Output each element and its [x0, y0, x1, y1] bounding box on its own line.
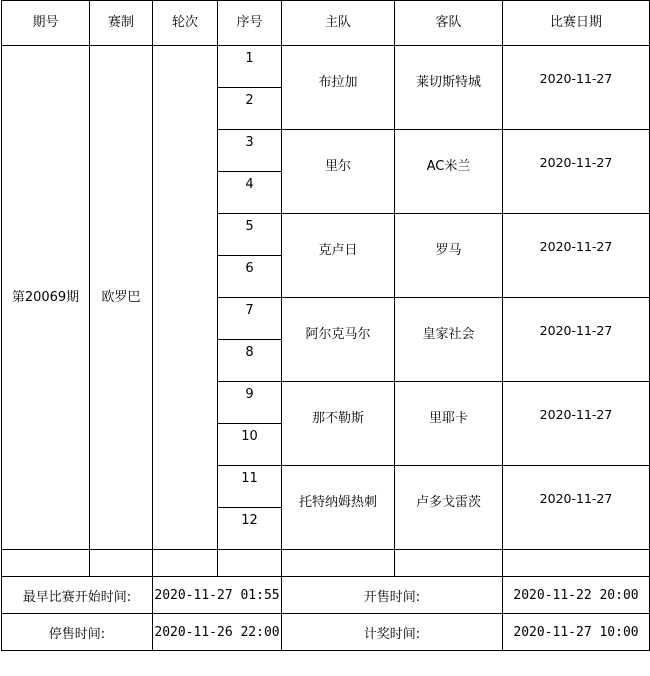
seq-cell: 4: [218, 172, 282, 214]
blank-cell: [2, 550, 90, 577]
footer-row-stop: [2, 614, 650, 651]
earliest-start-label: 最早比赛开始时间:: [2, 577, 153, 614]
match-date-cell: 2020-11-27: [503, 214, 650, 298]
away-team-cell: 卢多戈雷茨: [395, 466, 503, 550]
seq-cell: 8: [218, 340, 282, 382]
match-date-cell: 2020-11-27: [503, 382, 650, 466]
blank-cell: [282, 550, 395, 577]
away-team-cell: 罗马: [395, 214, 503, 298]
seq-cell: 11: [218, 466, 282, 508]
blank-cell: [503, 550, 650, 577]
home-team-cell: 那不勒斯: [282, 382, 395, 466]
blank-cell: [395, 550, 503, 577]
header-away: 客队: [395, 1, 503, 46]
header-round: 轮次: [153, 1, 218, 46]
schedule-table: [1, 0, 650, 651]
home-team-cell: 克卢日: [282, 214, 395, 298]
away-team-cell: AC米兰: [395, 130, 503, 214]
header-period: 期号: [2, 1, 90, 46]
seq-cell: 2: [218, 88, 282, 130]
header-row: [2, 1, 650, 46]
home-team-cell: 布拉加: [282, 46, 395, 130]
sale-open-label: 开售时间:: [282, 577, 503, 614]
table-row: [2, 46, 650, 88]
seq-cell: 6: [218, 256, 282, 298]
away-team-cell: 里耶卡: [395, 382, 503, 466]
seq-cell: 9: [218, 382, 282, 424]
blank-row: [2, 550, 650, 577]
home-team-cell: 托特纳姆热刺: [282, 466, 395, 550]
away-team-cell: 莱切斯特城: [395, 46, 503, 130]
header-competition: 赛制: [90, 1, 153, 46]
payout-value: 2020-11-27 10:00: [503, 614, 650, 651]
seq-cell: 12: [218, 508, 282, 550]
earliest-start-value: 2020-11-27 01:55: [153, 577, 282, 614]
away-team-cell: 皇家社会: [395, 298, 503, 382]
seq-cell: 5: [218, 214, 282, 256]
footer-row-start: [2, 577, 650, 614]
sale-open-value: 2020-11-22 20:00: [503, 577, 650, 614]
seq-cell: 3: [218, 130, 282, 172]
period-cell: 第20069期: [2, 46, 90, 550]
header-seq: 序号: [218, 1, 282, 46]
blank-cell: [90, 550, 153, 577]
sale-stop-label: 停售时间:: [2, 614, 153, 651]
match-date-cell: 2020-11-27: [503, 466, 650, 550]
blank-cell: [218, 550, 282, 577]
round-cell: [153, 46, 218, 550]
match-date-cell: 2020-11-27: [503, 298, 650, 382]
match-date-cell: 2020-11-27: [503, 46, 650, 130]
payout-label: 计奖时间:: [282, 614, 503, 651]
home-team-cell: 阿尔克马尔: [282, 298, 395, 382]
competition-cell: 欧罗巴: [90, 46, 153, 550]
header-home: 主队: [282, 1, 395, 46]
match-date-cell: 2020-11-27: [503, 130, 650, 214]
blank-cell: [153, 550, 218, 577]
home-team-cell: 里尔: [282, 130, 395, 214]
seq-cell: 7: [218, 298, 282, 340]
seq-cell: 1: [218, 46, 282, 88]
seq-cell: 10: [218, 424, 282, 466]
header-date: 比赛日期: [503, 1, 650, 46]
sale-stop-value: 2020-11-26 22:00: [153, 614, 282, 651]
